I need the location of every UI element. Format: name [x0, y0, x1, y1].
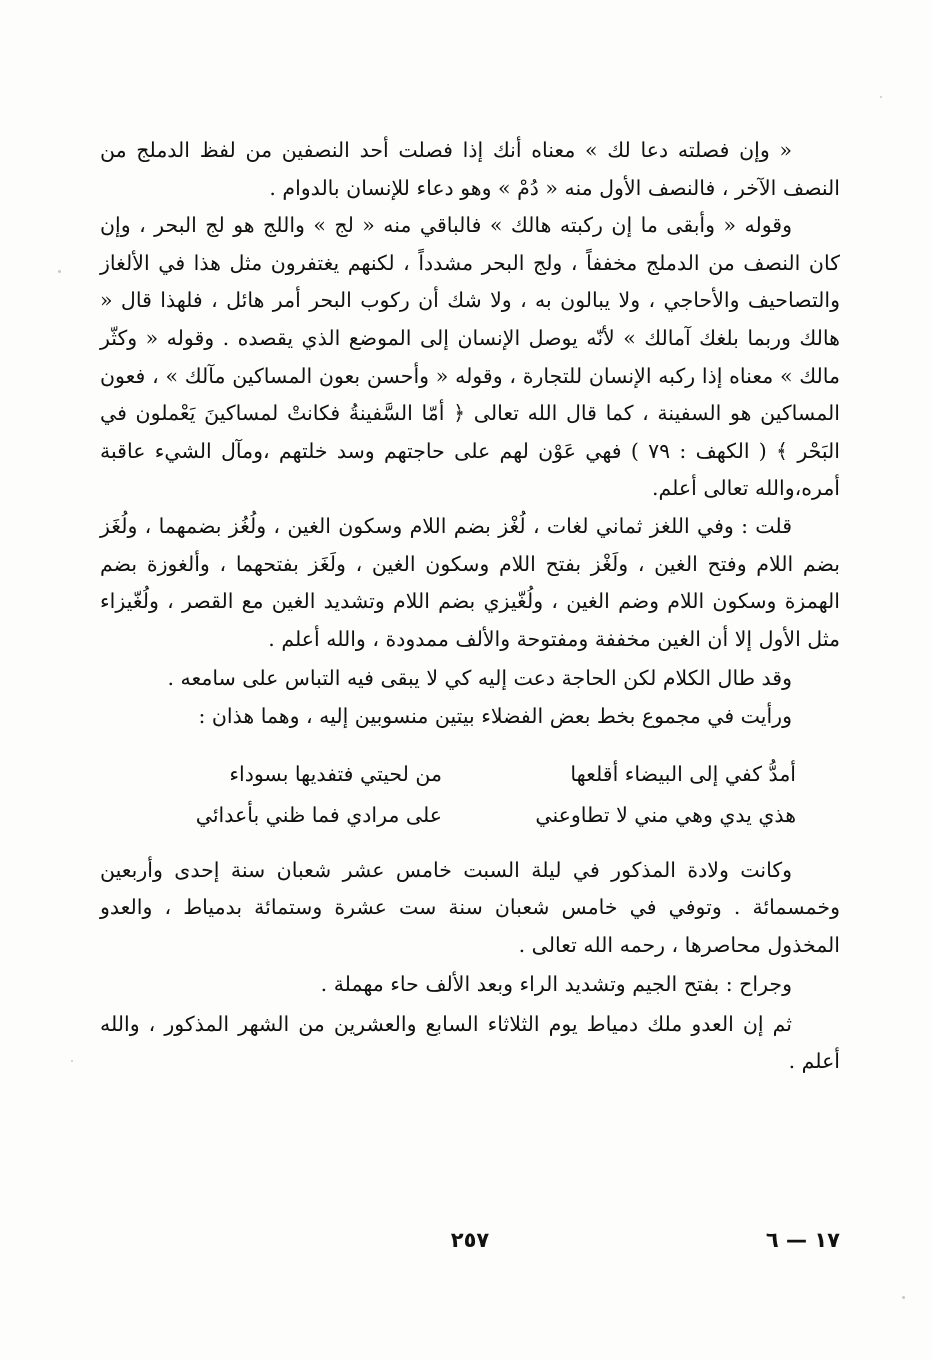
paragraph-6: وكانت ولادة المذكور في ليلة السبت خامس عشر شعبان سنة إحدى وأربعين وخمسمائة . وتوفي في خامس شعبان سنة ست عشرة وستمائة بدمياط ، والعدو المخذول محاصرها ، رحمه الله تعالى . — [100, 857, 840, 957]
page-number: ٢٥٧ — [450, 1228, 490, 1252]
page-footer — [100, 1222, 840, 1262]
poem-verse-1 — [100, 754, 796, 795]
poem-verse-1-first-hemistich: أمدُّ كفي إلى البيضاء أقلعها — [570, 761, 796, 786]
paper-speck — [880, 96, 882, 98]
paragraph-4: وقد طال الكلام لكن الحاجة دعت إليه كي لا يبقى فيه التباس على سامعه . — [167, 666, 792, 691]
signature-mark: ١٧ — ٦ — [765, 1228, 840, 1252]
poem — [100, 754, 840, 836]
paragraph-5: ورأيت في مجموع بخط بعض الفضلاء بيتين منسوبين إليه ، وهما هذان : — [198, 703, 792, 728]
page-body — [100, 132, 840, 1081]
poem-verse-2-second-hemistich: على مرادي فما ظني بأعدائي — [195, 802, 442, 827]
poem-verse-1-second-hemistich: من لحيتي فتفديها بسوداء — [229, 761, 442, 786]
paper-speck — [71, 1060, 73, 1062]
paper-speck — [58, 270, 61, 273]
paper-speck — [902, 1296, 905, 1299]
paragraph-2: وقوله « وأبقى ما إن ركبته هالك » فالباقي منه « لج » واللج هو لج البحر ، وإن كان النصف من الدملج مخففاً ، ولج البحر مشدداً ، لكنهم يغتفرون مثل هذا في الألغاز والتصاحيف والأحاجي ، ولا يبالون به ، ولا شك أن ركوب البحر أمر هائل ، فلهذا قال « هالك وربما بلغك آمالك » لأنّه يوصل الإنسان إلى الموضع الذي يقصده . وقوله « وكثّر مالك » معناه إذا ركبه الإنسان للتجارة ، وقوله « وأحسن بعون المساكين مآلك » ، فعون المساكين هو السفينة ، كما قال الله تعالى ﴿ أمّا السَّفينةُ فكانتْ لمساكينَ يَعْملون في البَحْر ﴾ ( الكهف : ٧٩ ) فهي عَوْن لهم على حاجتهم وسد خلتهم ،ومآل الشيء عاقبة أمره،والله تعالى أعلم. — [100, 213, 841, 501]
paragraph-8: ثم إن العدو ملك دمياط يوم الثلاثاء السابع والعشرين من الشهر المذكور ، والله أعلم . — [100, 1011, 840, 1074]
paragraph-1: « وإن فصلته دعا لك » معناه أنك إذا فصلت أحد النصفين من لفظ الدملج من النصف الآخر ، فالنصف الأول منه « دُمْ » وهو دعاء للإنسان بالدوام . — [100, 138, 840, 200]
poem-verse-2 — [100, 795, 796, 836]
paragraph-7: وجراح : بفتح الجيم وتشديد الراء وبعد الألف حاء مهملة . — [320, 972, 792, 997]
poem-verse-2-first-hemistich: هذي يدي وهي مني لا تطاوعني — [535, 802, 796, 827]
paragraph-3: قلت : وفي اللغز ثماني لغات ، لُغْز بضم اللام وسكون الغين ، ولُغُز بضمهما ، ولُغَز بضم اللام وفتح الغين ، ولَغْز بفتح اللام وسكون الغين ، ولَغَز بفتحهما ، وألغوزة بضم الهمزة وسكون اللام وضم الغين ، ولُغّيزي بضم اللام وتشديد الغين مع القصر ، ولُغّيزاء مثل الأول إلا أن الغين مخففة ومفتوحة والألف ممدودة ، والله أعلم . — [100, 513, 840, 651]
